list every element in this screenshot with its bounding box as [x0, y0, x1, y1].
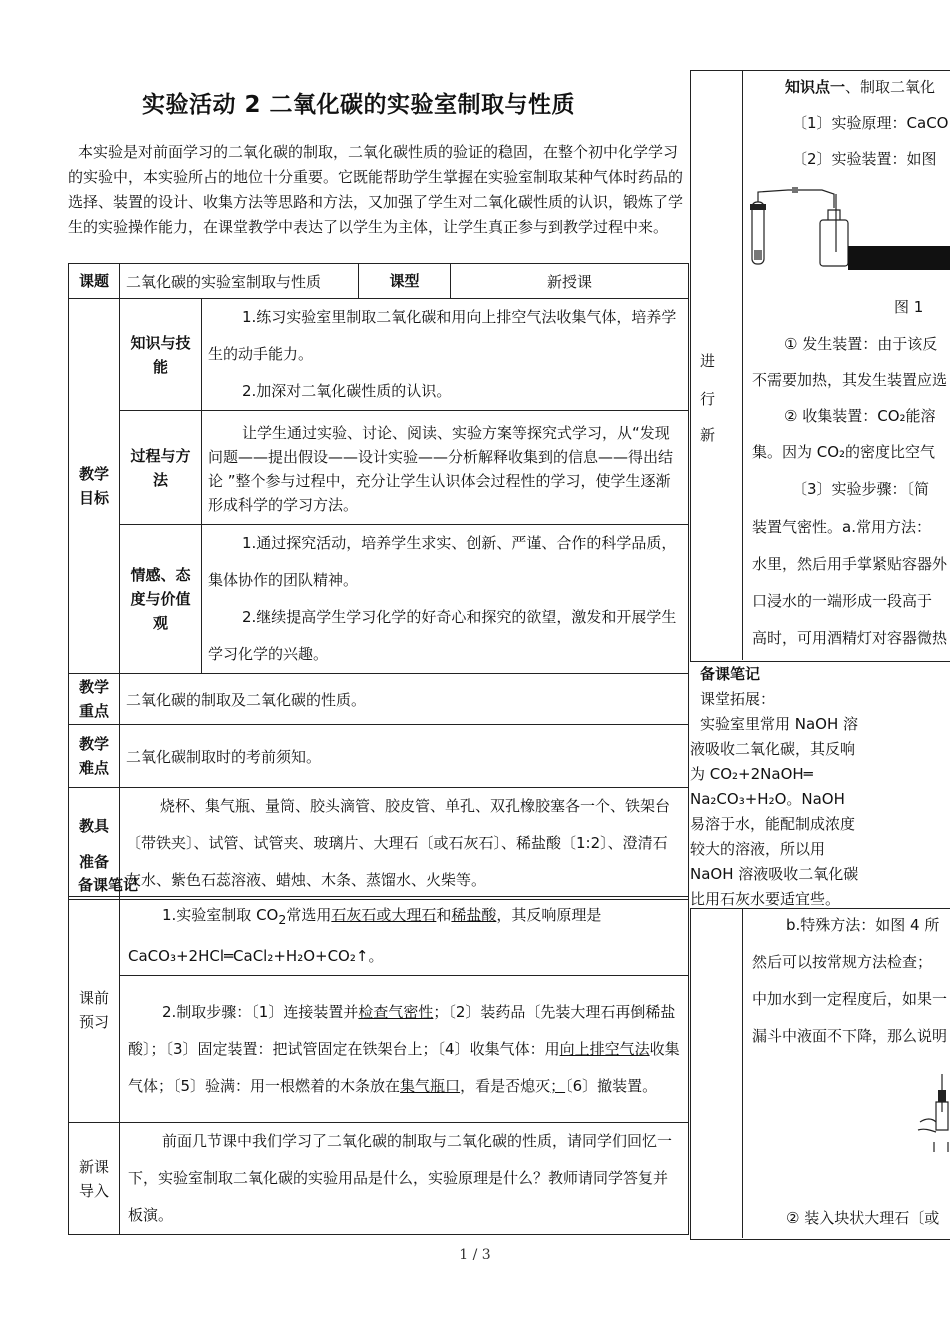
- new-lesson-text: 前面几节课中我们学习了二氧化碳的制取与二氧化碳的性质，请同学们回忆一下，实验室制取二氧化碳的实验用品是什么，实验原理是什么？教师请同学答复并板演。: [128, 1132, 673, 1224]
- type-value: 新授课: [451, 264, 689, 299]
- side-notes-line-2: 实验室里常用 NaOH 溶: [700, 715, 859, 733]
- rp-p3: ② 收集装置：CO₂能溶: [784, 407, 936, 425]
- tools-value: 烧杯、集气瓶、量筒、胶头滴管、胶皮管、单孔、双孔橡胶塞各一个、铁架台〔带铁夹〕、试管、试管夹、玻璃片、大理石〔或石灰石〕、稀盐酸〔1:2〕、澄清石灰水、紫色石蕊溶液、蜡烛、木条、蒸馏水、火柴等。: [126, 797, 671, 889]
- tools-cell: [120, 788, 689, 900]
- new-lesson-label: 新课导入: [69, 1123, 120, 1235]
- side-notes-line-7: 较大的溶液，所以用: [690, 840, 826, 858]
- p2-text-d: ，看是否熄灭: [460, 1076, 551, 1095]
- rp-p5: 〔3〕实验步骤：〔简: [792, 480, 930, 498]
- rp2-b2: 然后可以按常规方法检查；: [752, 953, 933, 971]
- focus-label: 教学重点: [69, 674, 120, 725]
- side-notes-line-4: 为 CO₂+2NaOH═: [690, 765, 813, 783]
- rp2-b5: ② 装入块状大理石〔或: [786, 1209, 940, 1227]
- side-notes-line-6: 易溶于水，能配制成浓度: [690, 815, 856, 833]
- rp-line-2: 〔2〕实验装置：如图: [792, 150, 937, 168]
- goals-label: 教学目标: [69, 299, 120, 674]
- p2-answer-2: 向上排空气法: [559, 1039, 650, 1058]
- p2-answer-4: ；: [550, 1076, 566, 1095]
- tools-label: 教具准备: [69, 788, 120, 900]
- process-cell: [202, 411, 689, 525]
- notes-label: 备课笔记: [78, 876, 139, 894]
- page-footer: 1 / 3: [459, 1247, 491, 1263]
- intro-paragraph: 本实验是对前面学习的二氧化碳的制取，二氧化碳性质的验证的稳固，在整个初中化学学习的实验中，本实验所占的地位十分重要。它既能帮助学生掌握在实验室制取某种气体时药品的选择、装置的设计、收集方法等思路和方法，又加强了学生对二氧化碳性质的认识，锻炼了学生的实验操作能力，在课堂教学中表达了以学生为主体，让学生真正参与到教学过程中来。: [68, 143, 684, 236]
- rp-p2: 不需要加热，其发生装置应选: [752, 371, 948, 389]
- side-notes: [690, 662, 885, 912]
- rp-line-1: 〔1〕实验原理：CaCO: [792, 114, 949, 132]
- side-notes-line-8: NaOH 溶液吸收二氧化碳: [690, 865, 859, 883]
- topic-label: 课题: [69, 264, 120, 299]
- process-text: 让学生通过实验、讨论、阅读、实验方案等探究式学习，从“发现问题——提出假设——设计实验——分析解释收集到的信息——得出结论 ”整个参与过程中，充分让学生认识体会过程性的学习，使学生逐渐形成科学的学习方法。: [208, 423, 674, 514]
- p1-text-a: 1.实验室制取 CO: [162, 906, 279, 924]
- preview-item-2: [120, 976, 689, 1123]
- emotion-item-1: 1.通过探究活动，培养学生求实、创新、严谨、合作的科学品质，集体协作的团队精神。: [208, 534, 677, 589]
- preview-item-1: [120, 897, 689, 976]
- p1-text-c: ，其反响原理是: [496, 906, 602, 924]
- rp-p6: 装置气密性。a.常用方法：: [752, 518, 931, 536]
- focus-value: 二氧化碳的制取及二氧化碳的性质。: [120, 674, 689, 725]
- p1-and: 和: [436, 906, 452, 924]
- emotion-item-2: 2.继续提高学生学习化学的好奇心和探究的欲望，激发和开展学生学习化学的兴趣。: [208, 608, 677, 663]
- rp-knowledge-head: 知识点一、制取二氧化: [785, 78, 936, 96]
- p1-sub: 2: [278, 912, 287, 927]
- rp-p1: ① 发生装置：由于该反: [784, 335, 938, 353]
- rp-fig-caption: 图 1: [894, 298, 924, 316]
- rp-p7: 水里，然后用手掌紧贴容器外: [752, 555, 948, 573]
- rp-p4: 集。因为 CO₂的密度比空气: [752, 443, 936, 461]
- rp2-b4: 漏斗中液面不下降，那么说明: [752, 1027, 948, 1045]
- p1-answer-2: 稀盐酸: [451, 906, 497, 924]
- rp2-b3: 中加水到一定程度后，如果一: [752, 990, 948, 1008]
- side-notes-line-5: Na₂CO₃+H₂O。NaOH: [690, 790, 845, 808]
- preview-label: 课前预习: [69, 897, 120, 1123]
- gas-bottle-icon: [820, 220, 848, 266]
- rp-vertical-3: 新: [700, 426, 716, 444]
- black-bar: [848, 246, 950, 270]
- type-label: 课型: [359, 264, 451, 299]
- p1-text-b: 常选用: [286, 906, 332, 924]
- rp-p8: 口浸水的一端形成一段高于: [752, 592, 933, 610]
- p2-text-c: 收集气体；〔5〕验满：用一根燃着的木条放在: [128, 1039, 680, 1095]
- emotion-label: 情感、态度与价值观: [120, 525, 202, 674]
- p2-answer-1: 检查气密性: [358, 1002, 434, 1021]
- p2-text-e: 〔6〕撤装置。: [565, 1076, 658, 1095]
- knowledge-label: 知识与技能: [120, 299, 202, 411]
- rp-vertical-1: 进: [700, 352, 716, 370]
- p2-text-a: 2.制取步骤：〔1〕连接装置并: [162, 1002, 359, 1021]
- rp-vertical-2: 行: [700, 390, 716, 408]
- p2-answer-3: 集气瓶口: [400, 1076, 461, 1095]
- process-label: 过程与方法: [120, 411, 202, 525]
- p1-answer-1: 石灰石或大理石: [331, 906, 437, 924]
- apparatus-figure: [748, 182, 950, 274]
- knowledge-item-1: 1.练习实验室里制取二氧化碳和用向上排空气法收集气体，培养学生的动手能力。: [208, 308, 677, 363]
- side-notes-line-1: 课堂拓展：: [700, 690, 776, 708]
- topic-value: 二氧化碳的实验室制取与性质: [120, 264, 359, 299]
- new-lesson-cell: [120, 1123, 689, 1235]
- rp-p9: 高时，可用酒精灯对容器微热: [752, 629, 948, 647]
- preview-table: [68, 896, 689, 1235]
- lesson-plan-table: [68, 263, 689, 900]
- difficulty-label: 教学难点: [69, 725, 120, 788]
- p1-equation: CaCO₃+2HCl═CaCl₂+H₂O+CO₂↑。: [128, 947, 384, 965]
- p2-text-b: ；〔2〕装药品〔先装大理石再倒稀盐酸〕；〔3〕固定装置：把试管固定在铁架台上；〔4〕收集气体：用: [128, 1002, 676, 1058]
- rp2-b1: b.特殊方法：如图 4 所: [786, 916, 940, 934]
- emotion-cell: [202, 525, 689, 674]
- page-title: 实验活动 2 二氧化碳的实验室制取与性质: [142, 92, 576, 118]
- side-notes-line-3: 液吸收二氧化碳，其反响: [690, 740, 856, 758]
- side-notes-line-9: 比用石灰水要适宜些。: [690, 890, 841, 908]
- difficulty-value: 二氧化碳制取时的考前须知。: [120, 725, 689, 788]
- knowledge-cell: [202, 299, 689, 411]
- hand-apparatus-icon: [914, 1072, 950, 1152]
- side-notes-label: 备课笔记: [700, 665, 761, 683]
- knowledge-item-2: 2.加深对二氧化碳性质的认识。: [242, 382, 452, 400]
